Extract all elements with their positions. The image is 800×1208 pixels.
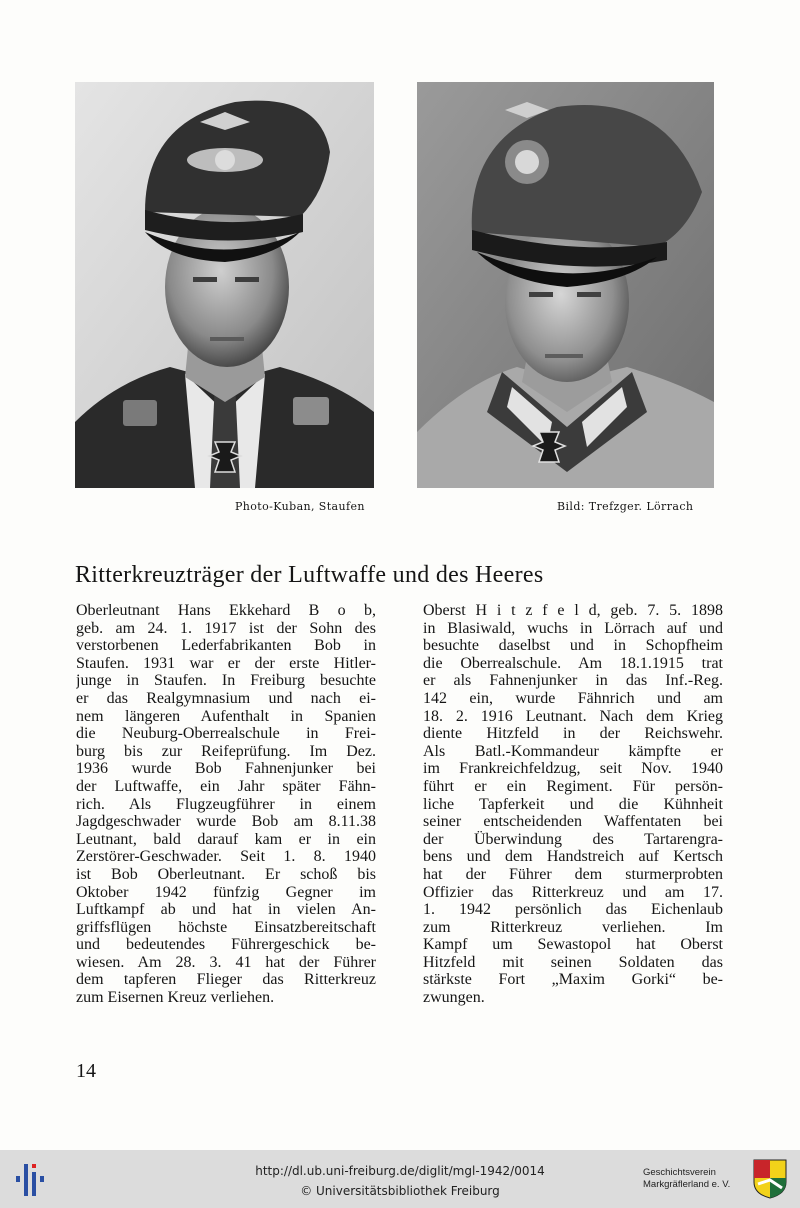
portrait-photo-right bbox=[417, 82, 714, 488]
text-line: wiesen. Am 28. 3. 41 hat der Führer bbox=[76, 953, 376, 971]
text-line: Staufen. 1931 war er der erste Hitler- bbox=[76, 654, 376, 672]
text-line: dem tapferen Flieger das Ritterkreuz bbox=[76, 971, 376, 989]
copyright-text: © Universitätsbibliothek Freiburg bbox=[300, 1184, 500, 1198]
text-line: besuchte daselbst und in Schopfheim bbox=[423, 637, 723, 655]
text-line: Oberleutnant Hans Ekkehard B o b, bbox=[76, 602, 376, 619]
portrait-photo-left bbox=[75, 82, 374, 488]
text-line: Jagdgeschwader wurde Bob am 8.11.38 bbox=[76, 813, 376, 831]
text-line: Leutnant, bald darauf kam er in ein bbox=[76, 830, 376, 848]
text-line: nem längeren Aufenthalt in Spanien bbox=[76, 707, 376, 725]
text-line: rich. Als Flugzeugführer in einem bbox=[76, 795, 376, 813]
text-line: Offizier das Ritterkreuz und am 17. bbox=[423, 883, 723, 901]
text-line: führt er ein Regiment. Für persön- bbox=[423, 777, 723, 795]
text-line: Luftkampf ab und hat in vielen An- bbox=[76, 901, 376, 919]
text-line: Oberst H i t z f e l d, geb. 7. 5. 1898 bbox=[423, 602, 723, 619]
text-line: ist Bob Oberleutnant. Er schoß bis bbox=[76, 865, 376, 883]
photo-credit-right: Bild: Trefzger. Lörrach bbox=[557, 500, 694, 513]
text-line: hat der Führer dem sturmerprobten bbox=[423, 865, 723, 883]
text-line: zum Eisernen Kreuz verliehen. bbox=[76, 989, 275, 1007]
organization-name-line1: Geschichtsverein bbox=[643, 1167, 716, 1178]
text-line: 1936 wurde Bob Fahnenjunker bei bbox=[76, 760, 376, 778]
text-line: geb. am 24. 1. 1917 ist der Sohn des bbox=[76, 619, 376, 637]
page-number: 14 bbox=[76, 1060, 96, 1082]
organization-name[interactable] bbox=[643, 1167, 730, 1191]
text-line: diente Hitzfeld in der Reichswehr. bbox=[423, 725, 723, 743]
text-line: 1. 1942 persönlich das Eichenlaub bbox=[423, 901, 723, 919]
text-line: griffsflügen höchste Einsatzbereitschaft bbox=[76, 918, 376, 936]
text-line: zwungen. bbox=[423, 989, 485, 1007]
organization-name-line2: Markgräflerland e. V. bbox=[643, 1179, 731, 1190]
text-line: der Überwindung des Tartarengra- bbox=[423, 830, 723, 848]
text-line: Hitzfeld mit seinen Soldaten das bbox=[423, 953, 723, 971]
text-line: Oktober 1942 fünfzig Gegner im bbox=[76, 883, 376, 901]
article-column-left bbox=[76, 602, 376, 1007]
text-line: er das Realgymnasium und nach ei- bbox=[76, 689, 376, 707]
text-line: der Luftwaffe, ein Jahr später Fähn- bbox=[76, 777, 376, 795]
text-line: burg bis zur Reifeprüfung. Im Dez. bbox=[76, 742, 376, 760]
text-line: Kampf um Sewastopol hat Oberst bbox=[423, 936, 723, 954]
text-line: liche Tapferkeit und die Kühnheit bbox=[423, 795, 723, 813]
article-title: Ritterkreuzträger der Luftwaffe und des Heeres bbox=[75, 562, 544, 588]
text-line: zum Ritterkreuz verliehen. Im bbox=[423, 918, 723, 936]
text-line: bens und dem Handstreich auf Kertsch bbox=[423, 848, 723, 866]
photo-credit-left: Photo-Kuban, Staufen bbox=[235, 500, 365, 513]
text-line: Zerstörer-Geschwader. Seit 1. 8. 1940 bbox=[76, 848, 376, 866]
text-line: verstorbenen Lederfabrikanten Bob in bbox=[76, 637, 376, 655]
coat-of-arms-icon[interactable] bbox=[752, 1158, 788, 1200]
text-line: seiner entscheidenden Waffentaten bei bbox=[423, 813, 723, 831]
text-line: die Neuburg-Oberrealschule in Frei- bbox=[76, 725, 376, 743]
text-line: 18. 2. 1916 Leutnant. Nach dem Krieg bbox=[423, 707, 723, 725]
article-column-right bbox=[423, 602, 723, 1007]
text-line: stärkste Fort „Maxim Gorki“ be- bbox=[423, 971, 723, 989]
text-line: die Oberrealschule. Am 18.1.1915 trat bbox=[423, 654, 723, 672]
source-url-link[interactable]: http://dl.ub.uni-freiburg.de/diglit/mgl-1942/0014 bbox=[255, 1164, 545, 1178]
text-line: im Frankreichfeldzug, seit Nov. 1940 bbox=[423, 760, 723, 778]
text-line: Als Batl.-Kommandeur kämpfte er bbox=[423, 742, 723, 760]
text-line: er als Fahnenjunker in das Inf.-Reg. bbox=[423, 672, 723, 690]
footer-bar bbox=[0, 1150, 800, 1208]
text-line: junge in Staufen. In Freiburg besuchte bbox=[76, 672, 376, 690]
text-line: und bedeutendes Führergeschick be- bbox=[76, 936, 376, 954]
text-line: 142 ein, wurde Fähnrich und am bbox=[423, 689, 723, 707]
text-line: in Blasiwald, wuchs in Lörrach auf und bbox=[423, 619, 723, 637]
